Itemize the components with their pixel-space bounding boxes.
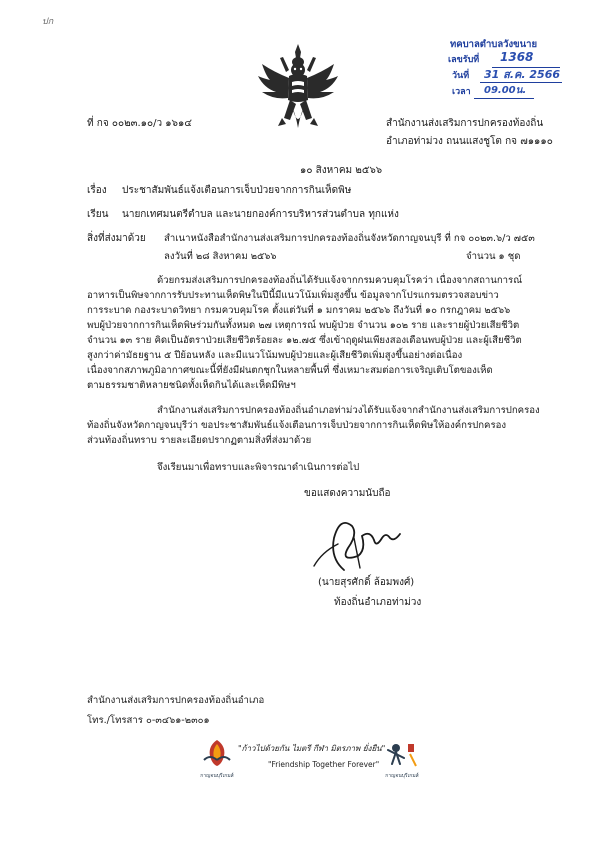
footer-slogan-th: "ก้าวไปด้วยกัน ไมตรี กีฬา มิตรภาพ ยั่งยืน" xyxy=(238,744,386,753)
para1-line: อาหารเป็นพิษจากการรับประทานเห็ดพิษในปีนี้มีแนวโน้มเพิ่มสูงขึ้น ข้อมูลจากโปรแกรมตรวจสอบข่าว xyxy=(87,290,499,301)
signer-title: ท้องถิ่นอำเภอท่าม่วง xyxy=(334,597,422,608)
sender-office: สำนักงานส่งเสริมการปกครองท้องถิ่น xyxy=(386,118,544,129)
signer-name: (นายสุรศักดิ์ ล้อมพงศ์) xyxy=(318,577,415,588)
footer-phone: โทร./โทรสาร ๐-๓๔๖๑-๒๓๐๑ xyxy=(87,715,210,726)
games-logo-left-text: กาญจนบุรีเกมส์ xyxy=(200,773,234,779)
document-number: ที่ กจ ๐๐๒๓.๑๐/ว ๑๖๑๔ xyxy=(87,118,192,129)
receipt-stamp xyxy=(444,38,564,100)
stamp-time-label: เวลา xyxy=(452,87,471,97)
footer-office: สำนักงานส่งเสริมการปกครองท้องถิ่นอำเภอ xyxy=(87,695,265,706)
games-logo-right-text: กาญจนบุรีเกมส์ xyxy=(385,773,419,779)
attachment-line-2: ลงวันที่ ๒๘ สิงหาคม ๒๕๖๖ xyxy=(164,251,277,262)
body-paragraph-2 xyxy=(87,403,540,448)
para1-line: การระบาด กองระบาดวิทยา กรมควบคุมโรค ตั้งแต่วันที่ ๑ มกราคม ๒๕๖๖ ถึงวันที่ ๑๐ กรกฎาคม ๒๕๖๖ xyxy=(87,305,511,316)
stamp-date-value: 31 ส.ค. 2566 xyxy=(484,68,561,81)
games-logo-left-icon xyxy=(200,738,234,768)
para1-line: เนื่องจากสภาพภูมิอากาศขณะนี้ที่ยังมีฝนตกชุกในหลายพื้นที่ ซึ่งเหมาะสมต่อการเจริญเติบโตของเห็ด xyxy=(87,365,493,376)
body-paragraph-1 xyxy=(87,273,522,393)
para1-line: ตามธรรมชาติหลายชนิดทั้งเห็ดกินได้และเห็ดมีพิษฯ xyxy=(87,380,296,391)
attachment-label: สิ่งที่ส่งมาด้วย xyxy=(87,233,146,244)
para2-line: ท้องถิ่นจังหวัดกาญจนบุรีว่า ขอประชาสัมพันธ์แจ้งเตือนการเจ็บป่วยจากการกินเห็ดพิษให้องค์กรปกครอง xyxy=(87,420,507,431)
attachment-line-1: สำเนาหนังสือสำนักงานส่งเสริมการปกครองท้องถิ่นจังหวัดกาญจนบุรี ที่ กจ ๐๐๒๓.๖/ว ๗๕๓ xyxy=(164,233,535,244)
para1-line: จำนวน ๑๓ ราย คิดเป็นอัตราป่วยเสียชีวิตร้อยละ ๑๒.๗๕ ซึ่งเข้าฤดูฝนเพียงสองเดือนพบผู้ป่วย และผู้เสียชีวิต xyxy=(87,335,522,346)
stamp-received-label: เลขรับที่ xyxy=(448,55,480,65)
footer-slogan-en: "Friendship Together Forever" xyxy=(268,760,380,769)
stamp-date-label: วันที่ xyxy=(452,71,470,81)
stamp-received-no: 1368 xyxy=(500,50,534,64)
corner-note: ปก xyxy=(42,17,54,27)
para1-line: ด้วยกรมส่งเสริมการปกครองท้องถิ่นได้รับแจ้งจากกรมควบคุมโรคว่า เนื่องจากสถานการณ์ xyxy=(157,275,523,286)
attachment-quantity: จำนวน ๑ ชุด xyxy=(466,251,521,262)
games-logo-right-icon xyxy=(382,738,422,768)
regards: ขอแสดงความนับถือ xyxy=(304,488,391,499)
to-text: นายกเทศมนตรีตำบล และนายกองค์การบริหารส่วนตำบล ทุกแห่ง xyxy=(122,209,399,220)
garuda-emblem xyxy=(256,42,340,134)
games-logo-left xyxy=(200,738,234,778)
para2-line: สำนักงานส่งเสริมการปกครองท้องถิ่นอำเภอท่าม่วงได้รับแจ้งจากสำนักงานส่งเสริมการปกครอง xyxy=(157,405,540,416)
subject-text: ประชาสัมพันธ์แจ้งเตือนการเจ็บป่วยจากการกินเห็ดพิษ xyxy=(122,185,352,196)
closing-request: จึงเรียนมาเพื่อทราบและพิจารณาดำเนินการต่อไป xyxy=(157,462,360,473)
signature xyxy=(300,508,410,578)
para2-line: ส่วนท้องถิ่นทราบ รายละเอียดปรากฏตามสิ่งที่ส่งมาด้วย xyxy=(87,435,312,446)
sender-address: อำเภอท่าม่วง ถนนแสงชูโต กจ ๗๑๑๑๐ xyxy=(386,136,553,147)
to-label: เรียน xyxy=(87,209,109,220)
stamp-time-value: 09.00น. xyxy=(484,85,527,96)
games-logo-right xyxy=(382,738,422,778)
stamp-office: ทคบาลตำบลวังขนาย xyxy=(450,39,538,50)
document-date: ๑๐ สิงหาคม ๒๕๖๖ xyxy=(300,165,383,176)
para1-line: พบผู้ป่วยจากการกินเห็ดพิษร่วมกันทั้งหมด ๒๗ เหตุการณ์ พบผู้ป่วย จำนวน ๑๐๒ ราย และรายผู้ป่วยเสียชีวิต xyxy=(87,320,520,331)
para1-line: สูงกว่าค่ามัธยฐาน ๕ ปีย้อนหลัง และมีแนวโน้มพบผู้ป่วยและผู้เสียชีวิตเพิ่มสูงขึ้นอย่างต่อเนื่อง xyxy=(87,350,463,361)
subject-label: เรื่อง xyxy=(87,185,107,196)
